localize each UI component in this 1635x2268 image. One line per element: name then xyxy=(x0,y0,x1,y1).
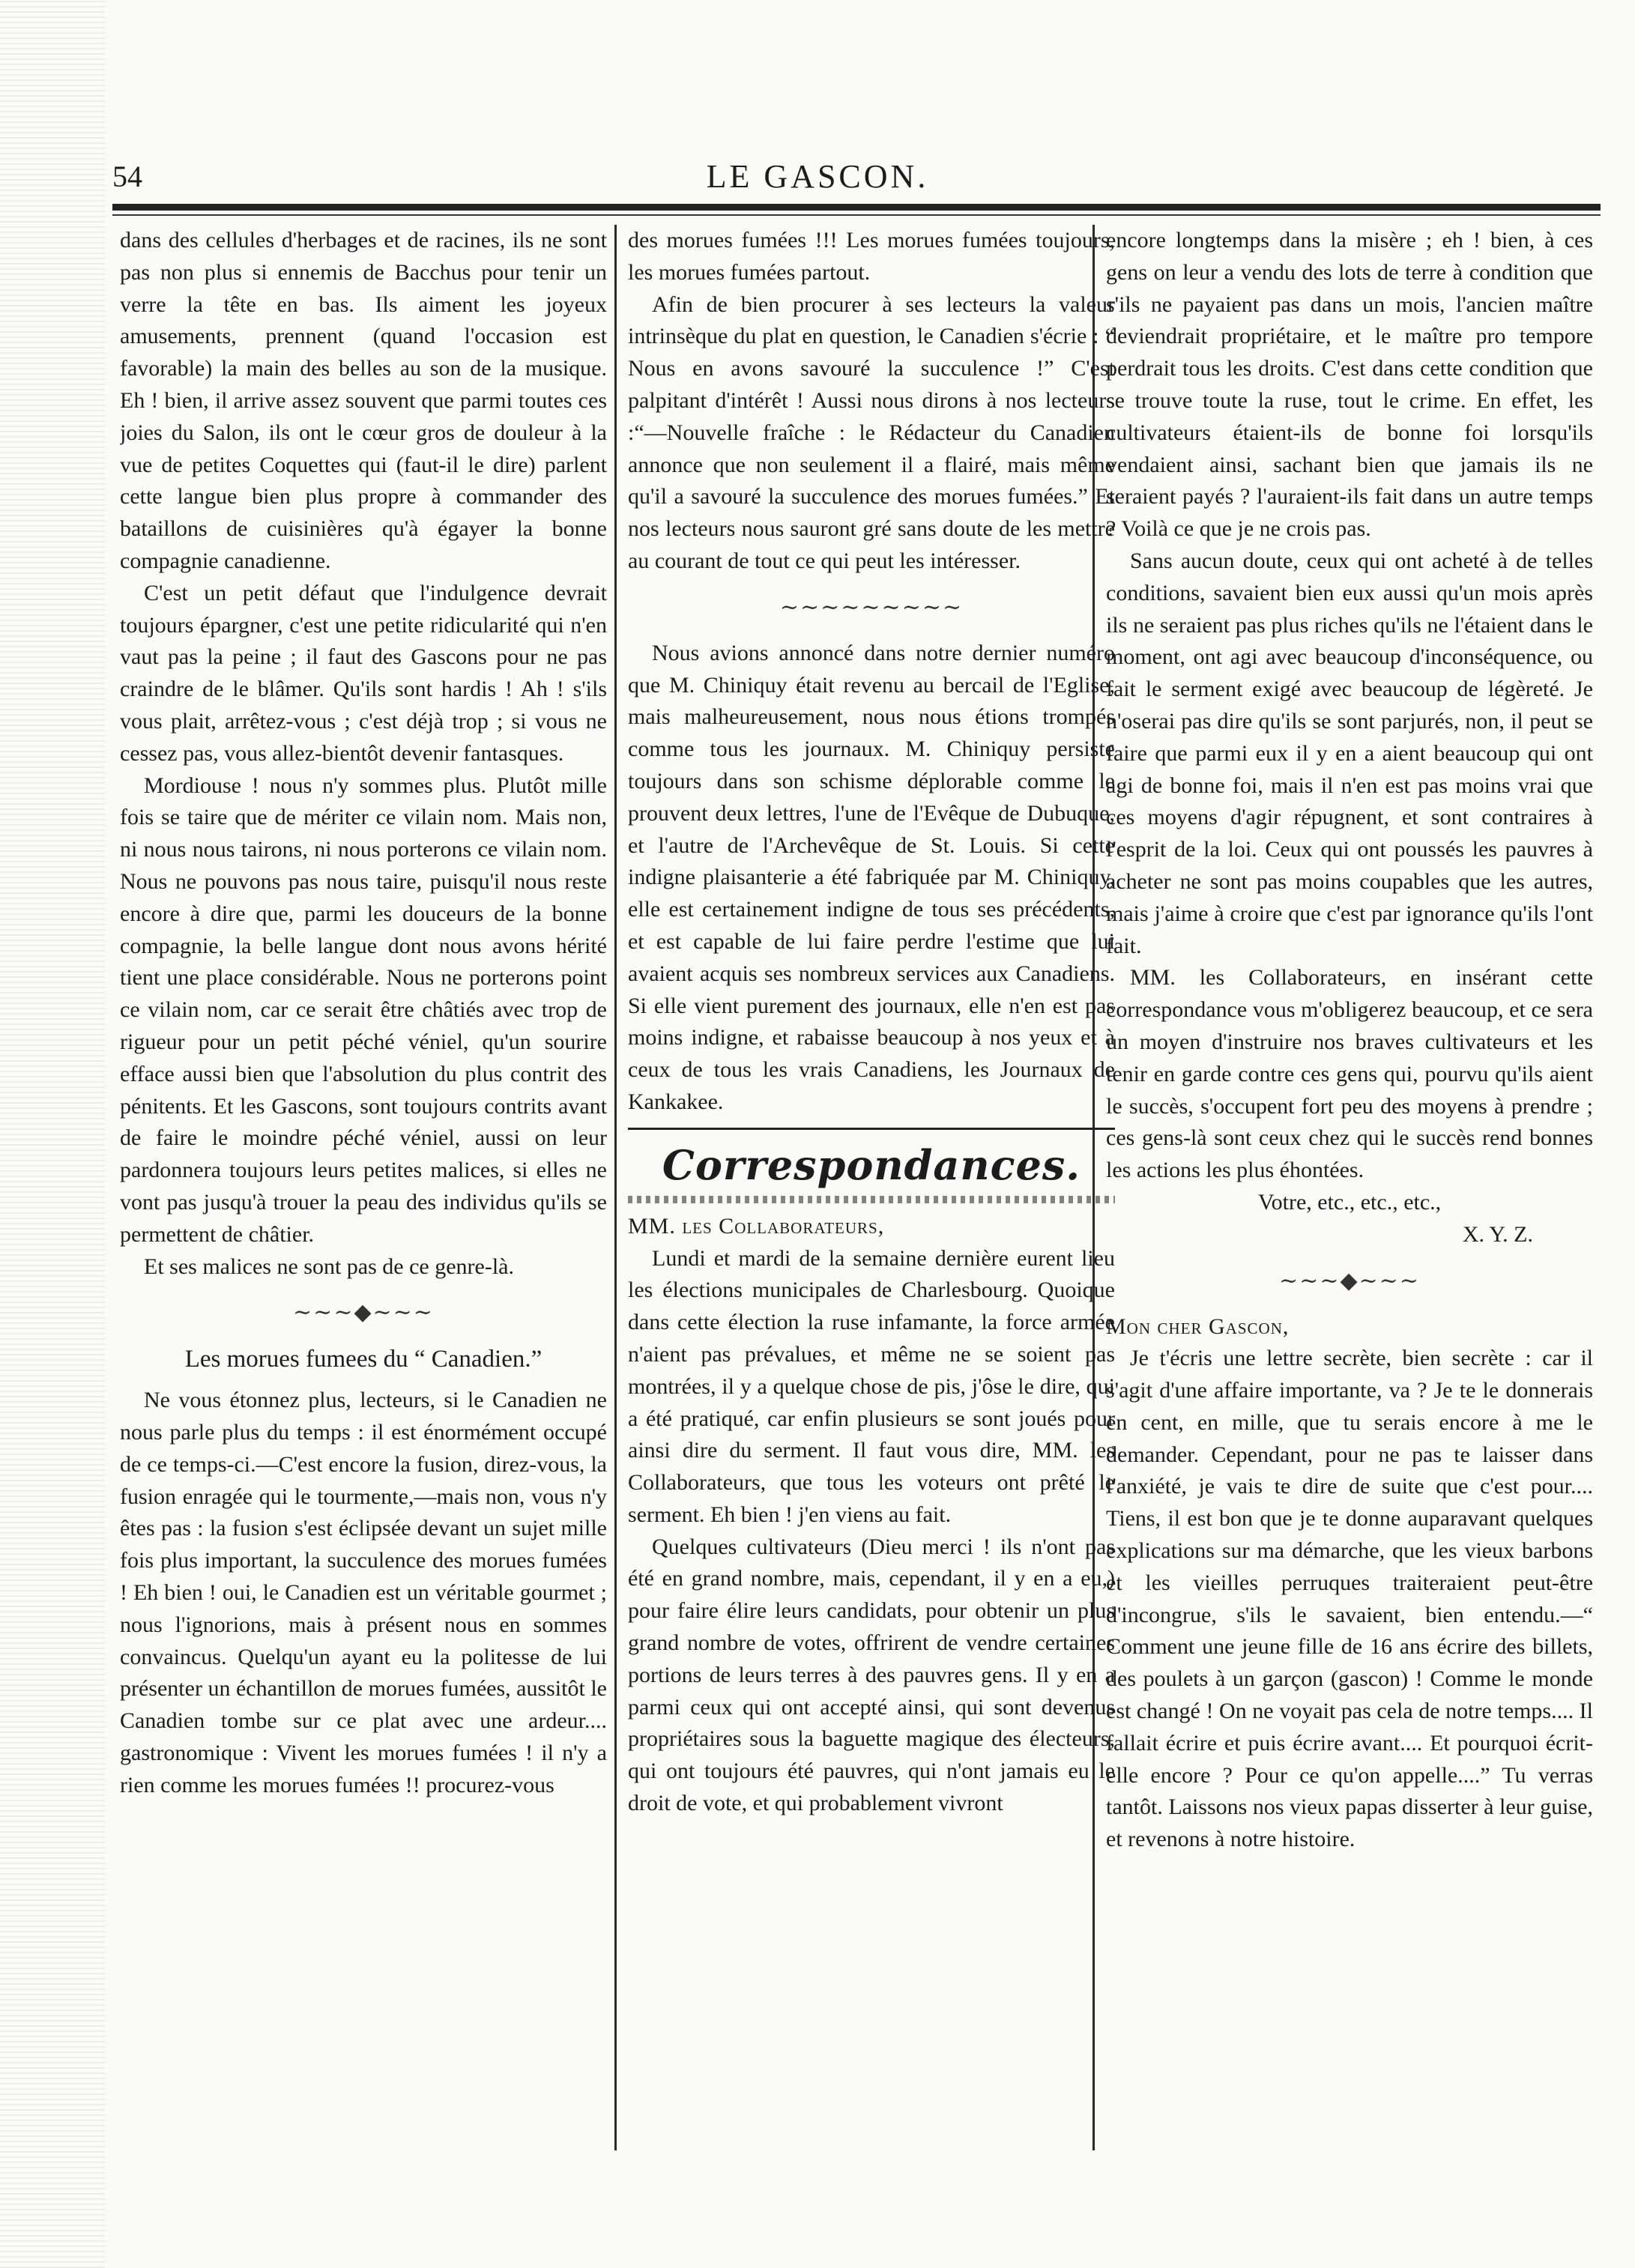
article-paragraph: des morues fumées !!! Les morues fumées toujours, les morues fumées partout. xyxy=(628,228,1115,285)
article-paragraph: Afin de bien procurer à ses lecteurs la valeur intrinsèque du plat en question, le Canadien s'écrie : “ Nous en avons savouré la succulence !” C'est palpitant d'intérêt ! Aussi nous dirons à nos lecteurs :“—Nouvelle fraîche : le Rédacteur du Canadien annonce que non seulement il a flairé, mais même qu'il a savouré la succulence des morues fumées.” Et nos lecteurs nous sauront gré sans doute de les mettre au courant de tout ce qui peut les intéresser. xyxy=(628,291,1115,573)
header-rule xyxy=(112,204,1601,211)
header-rule-thin xyxy=(112,214,1601,216)
article-paragraph: Sans aucun doute, ceux qui ont acheté à de telles conditions, savaient bien eux aussi qu'un mois après ils ne seraient pas plus riches qu'ils ne l'étaient dans le moment, ont agi avec beaucoup d'inconséquence, ou fait le serment exigé avec beaucoup de légèreté. Je n'oserai pas dire qu'ils se sont parjurés, non, il peut se faire que parmi eux il y en a aient beaucoup qui ont agi de bonne foi, mais il n'en est pas moins vrai que ces moyens d'agir répugnent, et sont contraires à l'esprit de la loi. Ceux qui ont poussés les pauvres à acheter ne sont pas moins coupables que les autres, mais j'aime à croire que c'est par ignorance qu'ils l'ont fait. xyxy=(1106,548,1593,958)
masthead-title: LE GASCON. xyxy=(706,158,929,195)
column-1 xyxy=(120,225,607,2150)
letter-salutation: MM. les Collaborateurs, xyxy=(628,1213,885,1239)
article-subtitle: Les morues fumees du “ Canadien.” xyxy=(184,1346,543,1373)
article-paragraph: Lundi et mardi de la semaine dernière eurent lieu les élections municipales de Charlesbourg. Quoique dans cette élection la ruse infamante, la force armée n'aient pas prévalues, et même ne se soient pas montrées, il y a quelque chose de pis, j'ôse le dire, qui a été pratiqué, car enfin plusieurs se sont joués pour ainsi dire du serment. Il faut vous dire, MM. les Collaborateurs, que tous les voteurs ont prêté le serment. Eh bien ! j'en viens au fait. xyxy=(628,1245,1115,1527)
page-number: 54 xyxy=(112,160,142,193)
letter-salutation: Mon cher Gascon, xyxy=(1106,1313,1290,1339)
article-paragraph: dans des cellules d'herbages et de racines, ils ne sont pas non plus si ennemis de Bacchus pour tenir un verre la tête en bas. Ils aiment les joyeux amusements, prennent (quand l'occasion est favorable) la main des belles au son de la musique. Eh ! bien, il arrive assez souvent que parmi toutes ces joies du Salon, ils ont le cœur gros de douleur à la vue de petites Coquettes qui (faut-il le dire) parlent cette langue bien plus propre à commander des bataillons de cuisinières qu'à égayer la bonne compagnie canadienne. xyxy=(120,228,607,573)
wavy-rule xyxy=(628,1196,1115,1203)
ornament-divider: ~~~~~~~~~ xyxy=(779,593,964,620)
column-2 xyxy=(628,225,1115,2150)
article-paragraph: Et ses malices ne sont pas de ce genre-là. xyxy=(144,1254,514,1279)
article-paragraph: MM. les Collaborateurs, en insérant cette correspondance vous m'obligerez beaucoup, et ce sera un moyen d'instruire nos braves cultivateurs et les tenir en garde contre ces gens qui, pourvu qu'ils aient le succès, s'occupent fort peu des moyens à prendre ; ces gens-là sont ceux chez qui le succès rend bonnes les actions les plus éhontées. xyxy=(1106,965,1593,1183)
article-paragraph: Je t'écris une lettre secrète, bien secrète : car il s'agit d'une affaire importante, va ? Je te le donnerais en cent, en mille, que tu serais encore à me le demander. Cependant, pour ne pas te laisser dans l'anxiété, je vais te dire de suite que c'est pour.... Tiens, il est bon que je te donne auparavant quelques explications sur ma démarche, que les vieux barbons et les vieilles perruques traiteraient peut-être d'incongrue, s'ils le savaient, bien entendu.—“ Comment une jeune fille de 16 ans écrire des billets, des poulets à un garçon (gascon) ! Comme le monde est changé ! On ne voyait pas cela de notre temps.... Il fallait écrire et puis écrire avant.... Et pourquoi écrit-elle encore ? Pour ce qu'on appelle....” Tu verras tantôt. Laissons nos vieux papas disserter à leur guise, et revenons à notre histoire. xyxy=(1106,1346,1593,1852)
letter-signature: X. Y. Z. xyxy=(1462,1221,1533,1247)
article-paragraph: Quelques cultivateurs (Dieu merci ! ils n'ont pas été en grand nombre, mais, cependant, il y en a eu,) pour faire élire leurs candidats, pour obtenir un plus grand nombre de votes, offrirent de vendre certaines portions de leurs terres à des pauvres gens. Il y en a parmi ceux qui ont accepté ainsi, qui sont devenus propriétaires sous la baguette magique des électeurs, qui ont toujours été pauvres, qui n'ont jamais eu le droit de vote, et qui probablement vivront xyxy=(628,1534,1115,1816)
article-paragraph: encore longtemps dans la misère ; eh ! bien, à ces gens on leur a vendu des lots de terre à condition que s'ils ne payaient pas dans un mois, l'ancien maître deviendrait propriétaire, et le maître pro tempore perdrait tous les droits. C'est dans cette condition que se trouve toute la ruse, tout le crime. En effet, les cultivateurs étaient-ils de bonne foi lorsqu'ils vendaient ainsi, sachant bien que jamais ils ne seraient payés ? l'auraient-ils fait dans un autre temps ? Voilà ce que je ne crois pas. xyxy=(1106,228,1593,542)
article-paragraph: Ne vous étonnez plus, lecteurs, si le Canadien ne nous parle plus du temps : il est énormément occupé de ce temps-ci.—C'est encore la fusion, direz-vous, la fusion enragée qui le tourmente,—mais non, vous n'y êtes pas : la fusion s'est éclipsée devant un sujet mille fois plus important, la succulence des morues fumées ! Eh bien ! oui, le Canadien est un véritable gourmet ; nous l'ignorions, mais à présent nous en sommes convaincus. Quelqu'un ayant eu la politesse de lui présenter un échantillon de morues fumées, aussitôt le Canadien tombe sur ce plat avec une ardeur.... gastronomique : Vivent les morues fumées ! il n'y a rien comme les morues fumées !! procurez-vous xyxy=(120,1388,607,1797)
ornament-divider: ~~~◆~~~ xyxy=(1279,1267,1420,1294)
article-paragraph: Nous avions annoncé dans notre dernier numéro que M. Chiniquy était revenu au bercail de l'Eglise, mais malheureusement, nous nous étions trompés comme tous les journaux. M. Chiniquy persiste toujours dans son schisme déplorable comme le prouvent deux lettres, l'une de l'Evêque de Dubuque, et l'autre de l'Archevêque de St. Louis. Si cette indigne plaisanterie a été fabriquée par M. Chiniquy, elle est certainement indigne de tous ses précédents, et est capable de lui faire perdre l'estime que lui avaient acquis ses nombreux services aux Canadiens. Si elle vient purement des journaux, elle n'en est pas moins indigne, et rabaisse beaucoup à nos yeux et à ceux de tous les vrais Canadiens, les Journaux de Kankakee. xyxy=(628,640,1115,1114)
column-divider-1 xyxy=(614,225,617,2150)
letter-closing: Votre, etc., etc., etc., xyxy=(1257,1189,1442,1215)
article-paragraph: Mordiouse ! nous n'y sommes plus. Plutôt mille fois se taire que de mériter ce vilain nom. Mais non, ni nous nous tairons, ni nous porterons ce vilain nom. Nous ne pouvons pas nous taire, puisqu'il nous reste encore à dire que, parmi les douceurs de la bonne compagnie, la belle langue dont nous avons hérité tient une place considérable. Nous ne porterons point ce vilain nom, car ce serait être châtiés avec trop de rigueur pour un petit péché véniel, qu'un sourire efface aussi bien que l'absolution du plus contrit des pénitents. Et les Gascons, sont toujours contrits avant de faire le moindre péché véniel, aussi on leur pardonnera toujours leurs petites malices, si elles ne vont pas jusqu'à trouer la peau des individus qu'ils se permettent de châtier. xyxy=(120,772,607,1247)
page-edge-texture xyxy=(0,0,105,2268)
section-title: Correspondances. xyxy=(662,1140,1081,1189)
column-3 xyxy=(1106,225,1593,2150)
section-rule xyxy=(628,1128,1115,1130)
ornament-divider: ~~~◆~~~ xyxy=(293,1299,434,1326)
article-paragraph: C'est un petit défaut que l'indulgence devrait toujours épargner, c'est une petite ridicularité qui n'en vaut pas la peine ; il faut des Gascons pour ne pas craindre de le blâmer. Qu'ils sont hardis ! Ah ! s'ils vous plait, arrêtez-vous ; c'est déjà trop ; si vous ne cessez pas, vous allez-bientôt devenir fantasques. xyxy=(120,580,607,766)
